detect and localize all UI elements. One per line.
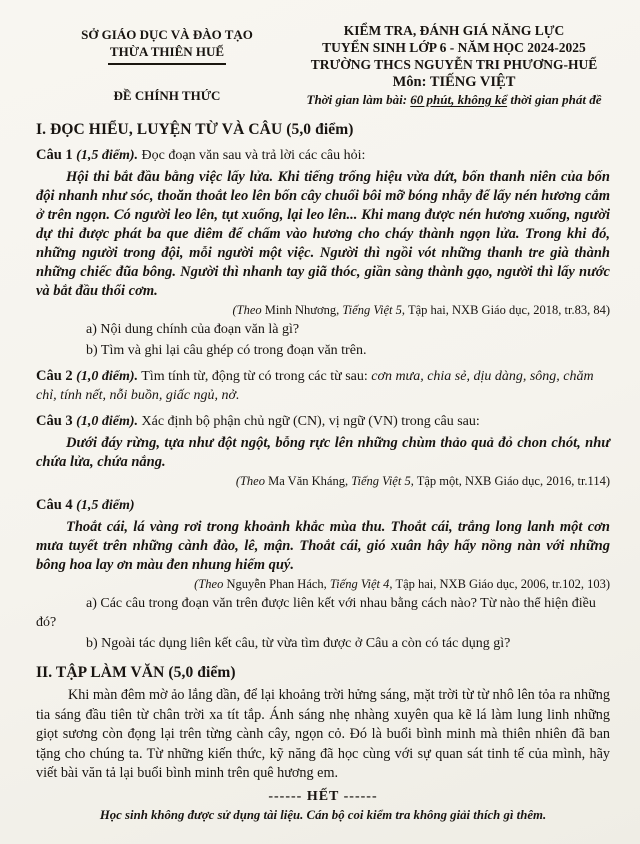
- duration-prefix: Thời gian làm bài:: [306, 92, 411, 107]
- citation-1: [36, 303, 610, 318]
- citation-3-pre: (Theo: [235, 474, 269, 488]
- duration-suffix: thời gian phát đề: [507, 92, 602, 107]
- subject-line: Môn: TIẾNG VIỆT: [392, 74, 516, 90]
- citation-4-book: Tiếng Việt 4: [329, 577, 390, 591]
- question-3-points: (1,0 điểm).: [76, 414, 138, 429]
- official-exam-label: ĐỀ CHÍNH THỨC: [113, 88, 221, 103]
- question-1-sub-a: a) Nội dung chính của đoạn văn là gì?: [86, 322, 300, 337]
- question-1-sub-b: b) Tìm và ghi lại câu ghép có trong đoạn văn trên.: [86, 343, 367, 358]
- quote-3: Dưới đáy rừng, tựa như đột ngột, bỗng rực lên những chùm thảo quả đỏ chon chót, như chứa lửa, chứa nắng.: [36, 435, 610, 470]
- exam-body: [36, 121, 610, 823]
- citation-3-rest: , Tập một, NXB Giáo dục, 2016, tr.114): [410, 474, 610, 488]
- question-4-points: (1,5 điểm): [76, 498, 135, 513]
- exam-info-block: [298, 22, 610, 109]
- department-name: SỞ GIÁO DỤC VÀ ĐÀO TẠO: [81, 27, 253, 42]
- section-2-heading: II. TẬP LÀM VĂN (5,0 điểm): [36, 664, 236, 681]
- citation-1-book: Tiếng Việt 5: [342, 303, 402, 317]
- question-2-points: (1,0 điểm).: [76, 369, 138, 384]
- citation-4-author: Nguyễn Phan Hách,: [226, 577, 330, 591]
- duration-line: [298, 91, 610, 109]
- question-1-header: [36, 146, 610, 165]
- section-1-heading: I. ĐỌC HIỂU, LUYỆN TỪ VÀ CÂU (5,0 điểm): [36, 121, 354, 138]
- exam-title-line2: TUYỂN SINH LỚP 6 - NĂM HỌC 2024-2025: [322, 40, 586, 55]
- divider-rule: [108, 63, 226, 65]
- question-4-sub-b: b) Ngoài tác dụng liên kết câu, từ vừa tìm được ở Câu a còn có tác dụng gì?: [86, 636, 511, 651]
- reading-passage-1: Hội thi bắt đầu bằng việc lấy lửa. Khi tiếng trống hiệu vừa dứt, bốn thanh niên của bốn đội nhanh như sóc, thoăn thoắt leo lên bốn cây chuối bôi mỡ bóng nhẫy để lấy nén hương cắm ở trên ngọn. Có người leo lên, tụt xuống, lại leo lên... Khi mang được nén hương xuống, người dự thi được phát ba que diêm để chấm vào hương cho cháy thành ngọn lửa. Trong khi đó, những người trong đội, mỗi người một việc. Người thì ngồi vót những thanh tre già thành những chiếc đũa bông. Người thì nhanh tay giã thóc, giần sàng thành gạo, người thì lấy nước và bắt đầu thổi cơm.: [36, 169, 610, 299]
- province-name: THỪA THIÊN HUẾ: [109, 44, 225, 59]
- question-1-points: (1,5 điểm).: [76, 148, 138, 163]
- question-3-label: Câu 3: [36, 413, 73, 429]
- question-2-label: Câu 2: [36, 368, 73, 384]
- footer-note: Học sinh không được sử dụng tài liệu. Cán bộ coi kiểm tra không giải thích gì thêm.: [99, 807, 547, 822]
- citation-1-pre: (Theo: [232, 303, 265, 317]
- question-4-sub-a: a) Các câu trong đoạn văn trên được liên kết với nhau bằng cách nào? Từ nào thể hiện điều đó?: [36, 596, 596, 630]
- exam-title-line1: KIỂM TRA, ĐÁNH GIÁ NĂNG LỰC: [343, 23, 565, 38]
- citation-1-rest: , Tập hai, NXB Giáo dục, 2018, tr.83, 84): [401, 303, 610, 317]
- citation-3-author: Ma Văn Kháng,: [268, 474, 352, 488]
- citation-3-book: Tiếng Việt 5: [351, 474, 411, 488]
- question-1-intro: Đọc đoạn văn sau và trả lời các câu hỏi:: [141, 148, 366, 163]
- citation-1-author: Minh Nhương,: [264, 303, 343, 317]
- citation-4-pre: (Theo: [194, 577, 227, 591]
- issuer-block: [36, 22, 298, 104]
- citation-4-rest: , Tập hai, NXB Giáo dục, 2006, tr.102, 103): [389, 577, 610, 591]
- question-2-intro: Tìm tính từ, động từ có trong các từ sau:: [141, 369, 368, 384]
- school-name: TRƯỜNG THCS NGUYỄN TRI PHƯƠNG-HUẾ: [310, 57, 598, 72]
- question-1-label: Câu 1: [36, 147, 73, 163]
- citation-4: [36, 577, 610, 592]
- question-2-header: [36, 367, 610, 405]
- citation-3: [36, 474, 610, 489]
- question-4-header: [36, 496, 610, 515]
- exam-header: [36, 22, 610, 109]
- question-4-label: Câu 4: [36, 497, 73, 513]
- end-marker: ------ HẾT ------: [268, 788, 378, 804]
- question-3-intro: Xác định bộ phận chủ ngữ (CN), vị ngữ (VN) trong câu sau:: [141, 414, 480, 429]
- duration-underlined: 60 phút, không kể: [410, 92, 508, 107]
- reading-passage-4: Thoắt cái, lá vàng rơi trong khoảnh khắc mùa thu. Thoắt cái, trắng long lanh một cơn mưa tuyết trên những cành đào, lê, mận. Thoắt cái, gió xuân hây hẩy nồng nàn với những bông hoa lay ơn màu đen nhung hiếm quý.: [36, 519, 610, 573]
- question-2-word-list: cơn mưa, chia sẻ, dịu dàng, sông, chăm chỉ, tính nết, nỗi buồn, giấc ngủ, nở.: [36, 369, 594, 403]
- question-3-header: [36, 412, 610, 431]
- essay-prompt: Khi màn đêm mờ ảo lắng dần, để lại khoảng trời hửng sáng, mặt trời từ từ nhô lên tỏa ra những tia sáng đầu tiên từ chân trời xa tít tắp. Ánh sáng nhẹ nhàng xuyên qua kẽ lá làm lung linh những giọt sương còn đọng lại trên từng cành cây, ngọn cỏ. Đó là buổi bình minh mà thiên nhiên đã ban tặng cho chúng ta. Từ những kiến thức, kỹ năng đã học cùng với sự quan sát tinh tế của mình, hãy viết bài văn tả lại buổi bình minh trên quê hương em.: [36, 687, 610, 781]
